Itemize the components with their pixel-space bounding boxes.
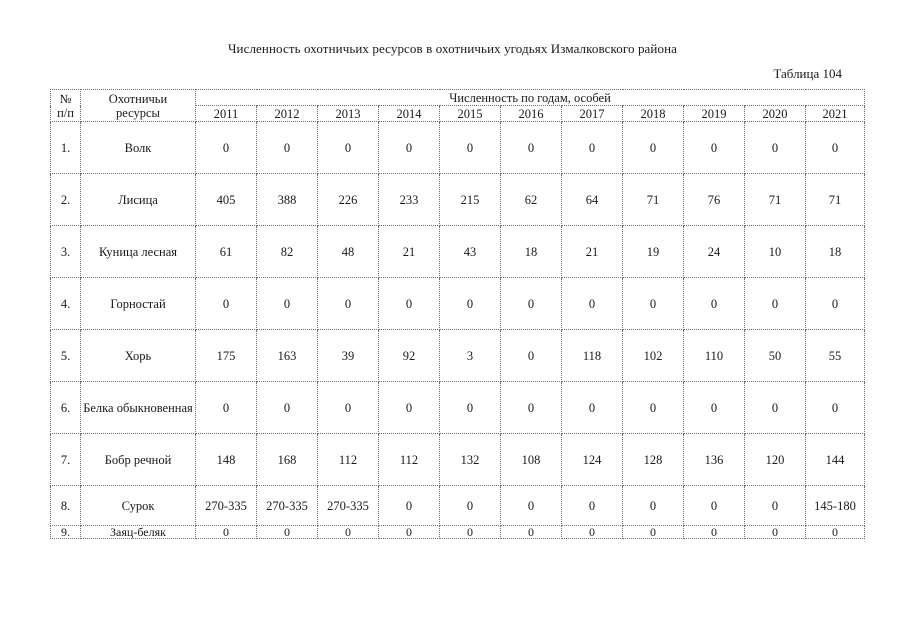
year-header: 2012 (257, 106, 318, 122)
header-num-line1: № (59, 91, 72, 106)
value-cell: 92 (379, 330, 440, 382)
resource-name: Горностай (81, 278, 196, 330)
value-cell: 163 (257, 330, 318, 382)
value-cell: 128 (623, 434, 684, 486)
value-cell: 21 (562, 226, 623, 278)
value-cell: 0 (257, 278, 318, 330)
resource-name: Белка обыкновенная (81, 382, 196, 434)
value-cell: 124 (562, 434, 623, 486)
row-number: 9. (51, 526, 81, 539)
value-cell: 71 (806, 174, 865, 226)
value-cell: 0 (440, 122, 501, 174)
year-header: 2018 (623, 106, 684, 122)
value-cell: 226 (318, 174, 379, 226)
value-cell: 61 (196, 226, 257, 278)
value-cell: 0 (684, 122, 745, 174)
value-cell: 270-335 (196, 486, 257, 526)
value-cell: 24 (684, 226, 745, 278)
resource-name: Сурок (81, 486, 196, 526)
table-row (51, 486, 865, 526)
value-cell: 82 (257, 226, 318, 278)
year-header: 2011 (196, 106, 257, 122)
value-cell: 0 (745, 382, 806, 434)
value-cell: 0 (257, 122, 318, 174)
table-row (51, 226, 865, 278)
value-cell: 0 (806, 122, 865, 174)
value-cell: 62 (501, 174, 562, 226)
resource-name: Волк (81, 122, 196, 174)
value-cell: 3 (440, 330, 501, 382)
year-header: 2013 (318, 106, 379, 122)
value-cell: 175 (196, 330, 257, 382)
value-cell: 0 (440, 278, 501, 330)
year-header: 2017 (562, 106, 623, 122)
value-cell: 0 (562, 382, 623, 434)
value-cell: 0 (440, 526, 501, 539)
value-cell: 102 (623, 330, 684, 382)
value-cell: 18 (501, 226, 562, 278)
value-cell: 0 (379, 278, 440, 330)
row-number: 2. (51, 174, 81, 226)
value-cell: 0 (745, 122, 806, 174)
value-cell: 48 (318, 226, 379, 278)
value-cell: 215 (440, 174, 501, 226)
value-cell: 136 (684, 434, 745, 486)
value-cell: 120 (745, 434, 806, 486)
table-number: Таблица 104 (773, 66, 842, 81)
row-number: 5. (51, 330, 81, 382)
value-cell: 270-335 (318, 486, 379, 526)
value-cell: 0 (318, 278, 379, 330)
value-cell: 0 (318, 526, 379, 539)
value-cell: 0 (745, 278, 806, 330)
value-cell: 43 (440, 226, 501, 278)
value-cell: 144 (806, 434, 865, 486)
value-cell: 0 (745, 486, 806, 526)
value-cell: 0 (440, 382, 501, 434)
value-cell: 0 (623, 382, 684, 434)
value-cell: 405 (196, 174, 257, 226)
value-cell: 0 (196, 382, 257, 434)
row-number: 1. (51, 122, 81, 174)
table-row (51, 174, 865, 226)
value-cell: 233 (379, 174, 440, 226)
table-row (51, 122, 865, 174)
year-header: 2019 (684, 106, 745, 122)
value-cell: 0 (684, 526, 745, 539)
value-cell: 0 (684, 486, 745, 526)
value-cell: 110 (684, 330, 745, 382)
value-cell: 0 (501, 526, 562, 539)
value-cell: 0 (379, 486, 440, 526)
resource-name: Бобр речной (81, 434, 196, 486)
value-cell: 71 (745, 174, 806, 226)
value-cell: 50 (745, 330, 806, 382)
value-cell: 0 (806, 526, 865, 539)
value-cell: 0 (501, 278, 562, 330)
row-number: 3. (51, 226, 81, 278)
value-cell: 148 (196, 434, 257, 486)
value-cell: 0 (379, 382, 440, 434)
value-cell: 0 (623, 278, 684, 330)
value-cell: 21 (379, 226, 440, 278)
value-cell: 108 (501, 434, 562, 486)
value-cell: 112 (318, 434, 379, 486)
value-cell: 0 (440, 486, 501, 526)
row-number: 8. (51, 486, 81, 526)
value-cell: 0 (684, 278, 745, 330)
resource-name: Лисица (81, 174, 196, 226)
value-cell: 0 (501, 486, 562, 526)
value-cell: 0 (562, 486, 623, 526)
value-cell: 0 (806, 278, 865, 330)
resource-name: Заяц-беляк (81, 526, 196, 539)
table-row (51, 526, 865, 539)
value-cell: 76 (684, 174, 745, 226)
resource-name: Хорь (81, 330, 196, 382)
year-header: 2015 (440, 106, 501, 122)
table-row (51, 330, 865, 382)
value-cell: 168 (257, 434, 318, 486)
table-row (51, 278, 865, 330)
value-cell: 0 (562, 122, 623, 174)
value-cell: 0 (318, 382, 379, 434)
hunting-resources-table (50, 89, 865, 539)
value-cell: 0 (501, 382, 562, 434)
value-cell: 0 (501, 330, 562, 382)
value-cell: 39 (318, 330, 379, 382)
header-resource (81, 90, 196, 122)
value-cell: 0 (196, 122, 257, 174)
value-cell: 0 (623, 486, 684, 526)
value-cell: 0 (623, 526, 684, 539)
value-cell: 64 (562, 174, 623, 226)
value-cell: 118 (562, 330, 623, 382)
row-number: 4. (51, 278, 81, 330)
value-cell: 0 (623, 122, 684, 174)
value-cell: 0 (745, 526, 806, 539)
value-cell: 18 (806, 226, 865, 278)
value-cell: 112 (379, 434, 440, 486)
value-cell: 0 (379, 122, 440, 174)
value-cell: 10 (745, 226, 806, 278)
value-cell: 0 (562, 278, 623, 330)
value-cell: 19 (623, 226, 684, 278)
value-cell: 0 (501, 122, 562, 174)
document-title: Численность охотничьих ресурсов в охотничьих угодьях Измалковского района (227, 41, 677, 56)
value-cell: 0 (562, 526, 623, 539)
value-cell: 0 (318, 122, 379, 174)
header-num-line2: п/п (57, 105, 74, 120)
value-cell: 0 (684, 382, 745, 434)
table-row (51, 382, 865, 434)
value-cell: 0 (806, 382, 865, 434)
header-group: Численность по годам, особей (196, 90, 865, 106)
header-resource-line1: Охотничьи (108, 91, 168, 106)
year-header: 2021 (806, 106, 865, 122)
row-number: 6. (51, 382, 81, 434)
value-cell: 0 (196, 526, 257, 539)
row-number: 7. (51, 434, 81, 486)
header-row (51, 90, 865, 106)
table-row (51, 434, 865, 486)
value-cell: 0 (379, 526, 440, 539)
header-resource-line2: ресурсы (116, 105, 160, 120)
header-num (51, 90, 81, 122)
value-cell: 132 (440, 434, 501, 486)
value-cell: 270-335 (257, 486, 318, 526)
year-header: 2020 (745, 106, 806, 122)
resource-name: Куница лесная (81, 226, 196, 278)
value-cell: 0 (196, 278, 257, 330)
value-cell: 145-180 (806, 486, 865, 526)
value-cell: 0 (257, 526, 318, 539)
value-cell: 0 (257, 382, 318, 434)
value-cell: 388 (257, 174, 318, 226)
value-cell: 55 (806, 330, 865, 382)
value-cell: 71 (623, 174, 684, 226)
year-header: 2016 (501, 106, 562, 122)
year-header: 2014 (379, 106, 440, 122)
